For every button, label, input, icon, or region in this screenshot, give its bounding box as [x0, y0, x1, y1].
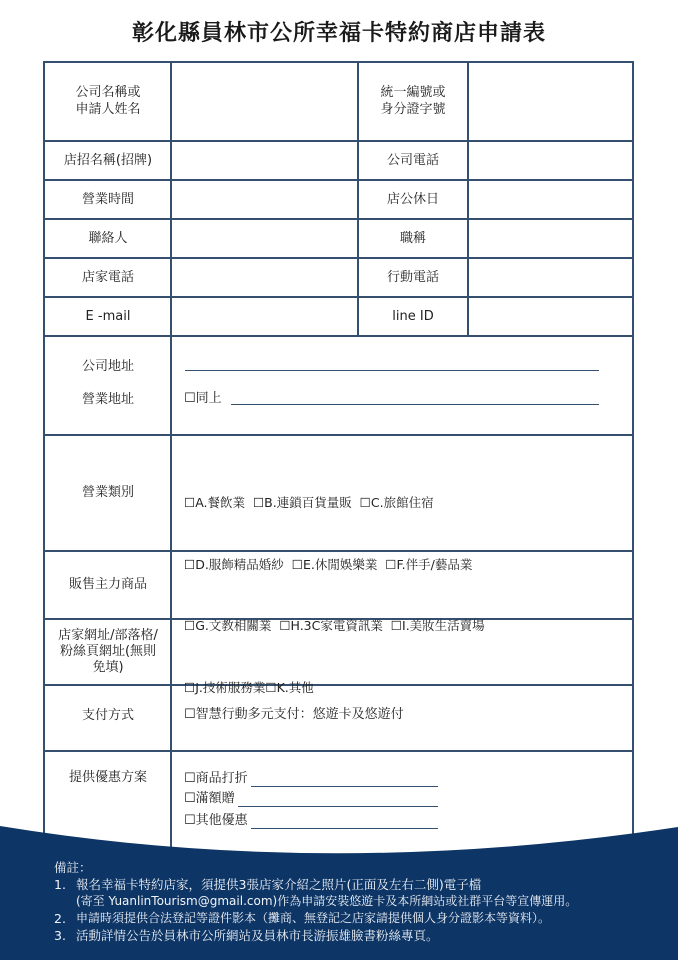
note-number: 1. [54, 877, 66, 892]
label-company-phone: 公司電話 [386, 152, 439, 168]
label-tax-id: 統一編號或 身分證字號 [380, 85, 446, 117]
offer-other-label[interactable]: ☐其他優惠 [184, 813, 248, 828]
label-business-type: 營業類別 [81, 485, 134, 500]
label-job-title: 職稱 [399, 230, 426, 246]
label-business-address: 營業地址 [81, 391, 134, 407]
offer-discount-label[interactable]: ☐商品打折 [184, 771, 248, 786]
label-email: E -mail [85, 308, 131, 324]
note-text: 申請時須提供合法登記等證件影本（攤商、無登記之店家請提供個人身分證影本等資料）。 [76, 911, 551, 925]
label-company-address: 公司地址 [81, 358, 134, 374]
label-mobile-phone: 行動電話 [386, 269, 439, 285]
label-line-id: line ID [392, 308, 434, 324]
note-item [54, 876, 664, 893]
checkbox-same-as-above[interactable]: ☐ [184, 391, 196, 406]
note-text: 報名幸福卡特約店家，須提供3張店家介紹之照片(正面及左右二側)電子檔 [76, 877, 482, 892]
label-closed-day: 店公休日 [386, 191, 439, 207]
note-item [54, 910, 664, 927]
note-text: 活動詳情公告於員林市公所網站及員林市長游振雄臉書粉絲專頁。 [76, 928, 439, 943]
page-title: 彰化縣員林市公所幸福卡特約商店申請表 [131, 21, 546, 46]
business-type-line[interactable]: ☐A.餐飲業 ☐B.連鎖百貨量販 ☐C.旅館住宿 [184, 495, 434, 510]
business-type-line[interactable]: ☐G.文教相關業 ☐H.3C家電資訊業 ☐I.美妝生活賣場 [184, 618, 485, 633]
business-type-line[interactable]: ☐J.技術服務業☐K.其他 [184, 679, 314, 695]
offer-gift-label[interactable]: ☐滿額贈 [184, 791, 235, 806]
same-as-above-label: 同上 [195, 391, 222, 406]
notes-section [54, 859, 664, 944]
note-number: 3. [54, 928, 66, 943]
label-company-name: 公司名稱或 申請人姓名 [75, 85, 141, 117]
note-item [54, 927, 664, 944]
label-contact-person: 聯絡人 [88, 230, 128, 246]
label-shop-sign: 店招名稱(招牌) [63, 152, 153, 168]
notes-heading: 備註： [54, 860, 92, 875]
label-main-products: 販售主力商品 [68, 577, 147, 592]
note-number: 2. [54, 911, 66, 926]
business-type-line[interactable]: ☐D.服飾精品婚紗 ☐E.休閒娛樂業 ☐F.伴手/藝品業 [184, 556, 473, 572]
label-offers: 提供優惠方案 [68, 769, 147, 785]
label-payment: 支付方式 [81, 707, 134, 723]
note-text-continued: (寄至 YuanlinTourism@gmail.com)作為申請安裝悠遊卡及本所網站或社群平台等宣傳運用。 [76, 894, 578, 908]
payment-option-easycard[interactable]: ☐智慧行動多元支付：悠遊卡及悠遊付 [184, 707, 404, 722]
label-website: 店家網址/部落格/ 粉絲頁網址(無則 免填) [58, 627, 158, 675]
label-business-hours: 營業時間 [81, 191, 134, 207]
label-shop-phone: 店家電話 [81, 269, 134, 285]
